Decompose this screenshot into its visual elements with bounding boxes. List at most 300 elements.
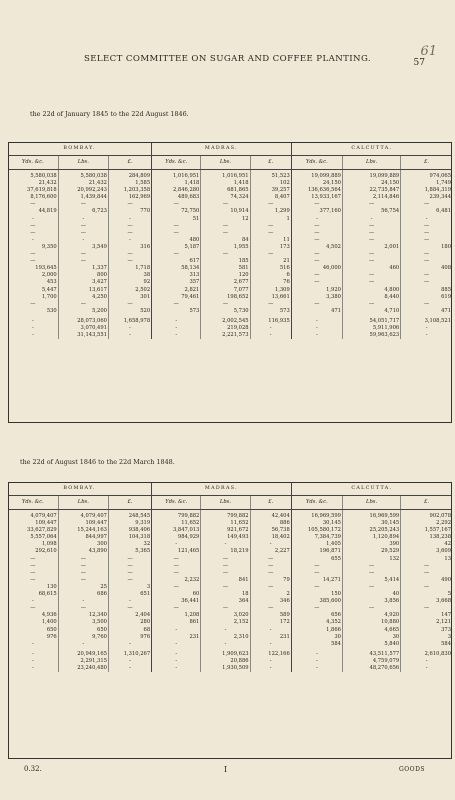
- table-cell: -: [401, 658, 452, 665]
- table-cell: 92: [108, 279, 151, 286]
- total-row: [8, 315, 452, 325]
- table-cell: 5,840: [342, 641, 400, 648]
- table-cell: 1,718: [108, 265, 151, 272]
- table-row: [8, 584, 452, 591]
- handwritten-folio-number: 61: [420, 44, 437, 59]
- table-cell: 6: [250, 272, 291, 279]
- table-cell: 1,909,623: [201, 648, 250, 658]
- table-cell: 20,886: [201, 658, 250, 665]
- table-cell: 84: [201, 237, 250, 244]
- table-cell: 180: [401, 244, 452, 251]
- table-cell: -: [31, 598, 34, 605]
- table-cell: 56,754: [342, 208, 400, 215]
- table-row: [8, 194, 452, 201]
- table-cell: 4,800: [342, 287, 400, 294]
- table-cell: —: [152, 605, 201, 612]
- table-row: [8, 598, 452, 605]
- table-cell: -: [152, 648, 201, 658]
- table-cell: 681,865: [201, 187, 250, 194]
- table-cell: 19,099,889: [291, 170, 342, 181]
- table-cell: 651: [108, 591, 151, 598]
- table-cell: 7,077: [201, 287, 250, 294]
- table-cell: -: [152, 325, 201, 332]
- table-cell: 5: [401, 591, 452, 598]
- table-cell: 9,350: [41, 243, 57, 250]
- table-cell: 1,203,358: [108, 187, 151, 194]
- table-cell: 1,749: [401, 180, 452, 187]
- table-row: [8, 612, 452, 619]
- table-cell: 12: [201, 216, 250, 223]
- table-cell: 4,502: [291, 244, 342, 251]
- table-cell: 656: [291, 612, 342, 619]
- table-cell: —: [342, 223, 400, 230]
- table-cell: -: [291, 216, 342, 223]
- table-cell: -: [58, 216, 108, 223]
- table-cell: 18,402: [250, 534, 291, 541]
- table-cell: —: [108, 563, 151, 570]
- table-cell: 520: [108, 308, 151, 315]
- table-row: [8, 627, 452, 634]
- table-cell: 25,205,243: [342, 527, 400, 534]
- presidency-header: BOMBAY.: [8, 142, 152, 156]
- table-cell: 30,145: [342, 520, 400, 527]
- table-row: [8, 541, 452, 548]
- table-cell: —: [30, 555, 36, 562]
- table-cell: 68,615: [38, 591, 57, 598]
- table-cell: 37,619,818: [27, 187, 57, 194]
- table-cell: —: [250, 251, 291, 258]
- table-cell: 5,365: [108, 548, 151, 555]
- table-cell: 902,078: [401, 510, 452, 521]
- table-cell: 13: [401, 556, 452, 563]
- total-row: [8, 648, 452, 658]
- table-cell: 5,187: [152, 244, 201, 251]
- table-cell: -: [58, 237, 108, 244]
- table-cell: 489,683: [152, 194, 201, 201]
- table-cell: 6,723: [58, 208, 108, 215]
- table-cell: 21,432: [58, 180, 108, 187]
- table-cell: 617: [152, 258, 201, 265]
- table-cell: -: [401, 325, 452, 332]
- page-header-title: SELECT COMMITTEE ON SUGAR AND COFFEE PLANTING.: [83, 54, 372, 64]
- table-cell: 3,070,491: [58, 325, 108, 332]
- table-cell: 292,610: [35, 548, 57, 555]
- table-cell: —: [291, 279, 342, 286]
- table-cell: 185: [201, 258, 250, 265]
- table-cell: —: [291, 563, 342, 570]
- table-cell: 974,065: [401, 170, 452, 181]
- table-cell: 105,580,172: [291, 527, 342, 534]
- table-cell: —: [201, 556, 250, 563]
- table-cell: 650: [58, 627, 108, 634]
- table-cell: -: [291, 665, 342, 672]
- table-row: [8, 556, 452, 563]
- table-cell: -: [152, 332, 201, 339]
- table-cell: —: [250, 570, 291, 577]
- table-cell: 28,073,060: [58, 315, 108, 325]
- table-cell: 301: [108, 294, 151, 301]
- table-cell: —: [58, 563, 108, 570]
- table-cell: —: [342, 272, 400, 279]
- table-cell: 23,240,480: [58, 665, 108, 672]
- table-cell: -: [152, 641, 201, 648]
- table-cell: 149,493: [201, 534, 250, 541]
- table-cell: 44,819: [38, 208, 57, 215]
- table-cell: 2,310: [201, 634, 250, 641]
- table-cell: —: [401, 570, 452, 577]
- table-cell: -: [250, 658, 291, 665]
- table-cell: 885: [401, 287, 452, 294]
- table-cell: —: [152, 251, 201, 258]
- table-cell: 5,200: [58, 308, 108, 315]
- table-cell: —: [58, 258, 108, 265]
- table-cell: 198,652: [201, 294, 250, 301]
- table-cell: 3,427: [58, 279, 108, 286]
- table-cell: -: [31, 215, 34, 222]
- table-cell: 3,549: [58, 244, 108, 251]
- table-cell: —: [201, 563, 250, 570]
- table-row: [8, 279, 452, 286]
- table-cell: 471: [401, 308, 452, 315]
- unit-header: Lbs.: [342, 156, 400, 170]
- table-cell: 1,418: [152, 180, 201, 187]
- table-cell: —: [152, 584, 201, 591]
- table-cell: —: [30, 222, 36, 229]
- table-cell: 46,000: [291, 265, 342, 272]
- table-cell: 116,935: [250, 315, 291, 325]
- table-cell: 109,447: [35, 520, 57, 527]
- table-cell: 655: [291, 556, 342, 563]
- table-cell: 650: [46, 626, 57, 633]
- table-cell: —: [342, 237, 400, 244]
- table-row: [8, 520, 452, 527]
- table-cell: 32: [108, 541, 151, 548]
- table-cell: 3,668: [401, 598, 452, 605]
- table-cell: 2,000: [41, 272, 57, 279]
- table-cell: —: [201, 201, 250, 208]
- table-cell: 385,600: [291, 598, 342, 605]
- table-row: [8, 548, 452, 555]
- table-row: [8, 244, 452, 251]
- table-row: [8, 223, 452, 230]
- table-cell: 6,481: [401, 208, 452, 215]
- table-cell: -: [31, 664, 34, 671]
- table-cell: —: [201, 605, 250, 612]
- page-number: 57: [413, 58, 425, 68]
- unit-header: Yds. &c.: [152, 156, 201, 170]
- table-cell: 453: [46, 279, 57, 286]
- table-cell: 938,406: [108, 527, 151, 534]
- unit-header: £.: [250, 156, 291, 170]
- table-cell: -: [152, 627, 201, 634]
- table-cell: —: [201, 301, 250, 308]
- table-cell: -: [201, 641, 250, 648]
- table-cell: -: [291, 332, 342, 339]
- table-row: [8, 619, 452, 626]
- table-row: [8, 641, 452, 648]
- table-cell: —: [30, 576, 36, 583]
- table-cell: —: [250, 563, 291, 570]
- table-cell: —: [58, 605, 108, 612]
- table-row: [8, 208, 452, 215]
- table-row: [8, 634, 452, 641]
- table-cell: —: [342, 301, 400, 308]
- table-cell: -: [250, 641, 291, 648]
- table-cell: 2,121: [401, 619, 452, 626]
- table-cell: 7,384,739: [291, 534, 342, 541]
- table-cell: 196,871: [291, 548, 342, 555]
- table-cell: —: [108, 301, 151, 308]
- table-cell: 1,299: [250, 208, 291, 215]
- table-row: [8, 294, 452, 301]
- table-cell: -: [250, 541, 291, 548]
- table-cell: 4,710: [342, 308, 400, 315]
- table-cell: 408: [401, 265, 452, 272]
- table-cell: 3: [108, 584, 151, 591]
- table-row: [8, 527, 452, 534]
- table-cell: 59,963,623: [342, 332, 400, 339]
- table-cell: 976: [108, 634, 151, 641]
- table-cell: 58,134: [152, 265, 201, 272]
- unit-header: Lbs.: [201, 156, 250, 170]
- table-cell: 2,232: [152, 577, 201, 584]
- table-cell: —: [201, 570, 250, 577]
- table-row: [8, 577, 452, 584]
- table-cell: —: [108, 556, 151, 563]
- section2-period-note: the 22d of August 1846 to the 22d March 1848.: [20, 458, 175, 466]
- table-row: [8, 251, 452, 258]
- table-cell: 172: [250, 619, 291, 626]
- table-cell: 5,911,906: [342, 325, 400, 332]
- table-cell: 54,051,717: [342, 315, 400, 325]
- table-cell: —: [342, 251, 400, 258]
- table-cell: 1: [250, 216, 291, 223]
- table-cell: 4,352: [291, 619, 342, 626]
- table-cell: -: [291, 315, 342, 325]
- table-cell: -: [108, 216, 151, 223]
- table-row: [8, 287, 452, 294]
- table-cell: —: [201, 230, 250, 237]
- table-cell: 573: [250, 308, 291, 315]
- presidency-header: CALCUTTA.: [291, 142, 452, 156]
- table-cell: —: [58, 301, 108, 308]
- table-row: [8, 170, 452, 181]
- table-cell: 147: [401, 612, 452, 619]
- table-cell: -: [108, 658, 151, 665]
- table-cell: -: [291, 658, 342, 665]
- table-cell: 316: [108, 244, 151, 251]
- table-cell: 8,176,600: [30, 194, 57, 201]
- table-cell: 162,969: [108, 194, 151, 201]
- table-cell: -: [108, 641, 151, 648]
- table-cell: —: [58, 223, 108, 230]
- table-cell: 800: [58, 272, 108, 279]
- table-cell: —: [291, 272, 342, 279]
- table-cell: —: [291, 251, 342, 258]
- table-cell: —: [342, 201, 400, 208]
- table-cell: 584: [291, 641, 342, 648]
- section2-table: [8, 482, 452, 672]
- total-row: [8, 325, 452, 332]
- table-cell: 21: [250, 258, 291, 265]
- unit-header: Lbs.: [342, 496, 400, 510]
- table-cell: 40: [342, 591, 400, 598]
- table-cell: —: [58, 577, 108, 584]
- table-cell: 231: [152, 634, 201, 641]
- table-cell: 2,821: [152, 287, 201, 294]
- table-cell: 130: [46, 583, 57, 590]
- table-cell: 844,997: [58, 534, 108, 541]
- table-cell: —: [291, 223, 342, 230]
- table-cell: —: [250, 230, 291, 237]
- table-cell: 20,949,165: [58, 648, 108, 658]
- table-cell: 4,936: [41, 612, 57, 619]
- table-row: [8, 563, 452, 570]
- table-cell: 79: [250, 577, 291, 584]
- table-cell: 1,700: [41, 293, 57, 300]
- table-cell: 1,658,978: [108, 315, 151, 325]
- table-cell: 357: [152, 279, 201, 286]
- table-cell: —: [250, 201, 291, 208]
- table-cell: 516: [250, 265, 291, 272]
- table-cell: —: [108, 577, 151, 584]
- table-cell: -: [201, 627, 250, 634]
- table-cell: 104,318: [108, 534, 151, 541]
- table-cell: —: [152, 230, 201, 237]
- table-cell: —: [152, 570, 201, 577]
- unit-header: £.: [401, 156, 452, 170]
- table-cell: —: [291, 237, 342, 244]
- table-cell: 2,846,280: [152, 187, 201, 194]
- table-cell: 8,440: [342, 294, 400, 301]
- table-cell: 300: [58, 541, 108, 548]
- table-cell: -: [31, 640, 34, 647]
- table-cell: 13,617: [58, 287, 108, 294]
- unit-header: Lbs.: [58, 496, 108, 510]
- table-cell: 31,143,551: [58, 332, 108, 339]
- section1-table: [8, 142, 452, 339]
- table-cell: 4,079,407: [30, 513, 57, 519]
- table-cell: 2,114,846: [342, 194, 400, 201]
- table-cell: 1,400: [41, 619, 57, 626]
- group-header-row: [8, 142, 452, 156]
- table-cell: —: [401, 258, 452, 265]
- table-cell: —: [401, 605, 452, 612]
- table-cell: 43,511,577: [342, 648, 400, 658]
- table-cell: —: [58, 230, 108, 237]
- table-cell: 1,337: [58, 265, 108, 272]
- table-cell: -: [401, 332, 452, 339]
- table-cell: 1,557,167: [401, 527, 452, 534]
- table-cell: -: [108, 665, 151, 672]
- table-cell: 799,882: [201, 510, 250, 521]
- table-cell: -: [31, 317, 34, 324]
- table-cell: 1,309: [250, 287, 291, 294]
- table-cell: -: [31, 324, 34, 331]
- table-cell: 9,319: [108, 520, 151, 527]
- table-cell: 976: [46, 633, 57, 640]
- table-cell: 589: [250, 612, 291, 619]
- table-cell: 686: [58, 591, 108, 598]
- table-cell: 3,500: [58, 619, 108, 626]
- table-row: [8, 605, 452, 612]
- table-cell: —: [108, 570, 151, 577]
- table-cell: —: [30, 569, 36, 576]
- table-cell: 122,166: [250, 648, 291, 658]
- table-cell: -: [31, 657, 34, 664]
- table-cell: 2,001: [342, 244, 400, 251]
- table-row: [8, 216, 452, 223]
- group-header-row: [8, 482, 452, 496]
- table-row: [8, 258, 452, 265]
- table-cell: 48,270,656: [342, 665, 400, 672]
- table-cell: -: [58, 641, 108, 648]
- presidency-header: MADRAS.: [152, 482, 292, 496]
- table-cell: 36,441: [152, 598, 201, 605]
- total-row: [8, 665, 452, 672]
- table-cell: 4,250: [58, 294, 108, 301]
- table-cell: —: [401, 301, 452, 308]
- table-cell: 2,404: [108, 612, 151, 619]
- table-cell: -: [250, 325, 291, 332]
- unit-header: Yds. &c.: [291, 496, 342, 510]
- table-cell: 471: [291, 308, 342, 315]
- table-cell: 136,636,564: [291, 187, 342, 194]
- table-cell: 280: [108, 619, 151, 626]
- table-cell: 1,439,844: [58, 194, 108, 201]
- table-cell: 8,407: [250, 194, 291, 201]
- table-cell: 5,447: [41, 286, 57, 293]
- table-cell: 1,016,951: [201, 170, 250, 181]
- table-cell: —: [152, 301, 201, 308]
- table-row: [8, 265, 452, 272]
- table-cell: —: [342, 570, 400, 577]
- table-cell: -: [108, 237, 151, 244]
- table-cell: 25: [58, 584, 108, 591]
- table-cell: 1,208: [152, 612, 201, 619]
- table-row: [8, 570, 452, 577]
- table-cell: 16,969,599: [291, 510, 342, 521]
- table-cell: 150: [291, 591, 342, 598]
- table-cell: 5,580,038: [30, 173, 57, 179]
- table-cell: 11: [250, 237, 291, 244]
- table-cell: 346: [250, 598, 291, 605]
- table-cell: 480: [152, 237, 201, 244]
- table-cell: 11,652: [201, 520, 250, 527]
- table-cell: —: [30, 605, 36, 612]
- table-cell: 15,244,163: [58, 527, 108, 534]
- table-cell: 30: [291, 634, 342, 641]
- table-row: [8, 510, 452, 521]
- table-cell: 51: [152, 216, 201, 223]
- table-cell: —: [30, 300, 36, 307]
- table-cell: 490: [401, 577, 452, 584]
- table-cell: —: [201, 251, 250, 258]
- table-cell: 13,933,167: [291, 194, 342, 201]
- table-cell: -: [108, 325, 151, 332]
- table-cell: 4,665: [342, 627, 400, 634]
- table-row: [8, 591, 452, 598]
- table-cell: 18,219: [201, 548, 250, 555]
- table-cell: —: [30, 251, 36, 258]
- table-row: [8, 230, 452, 237]
- table-cell: 4,920: [342, 612, 400, 619]
- table-cell: -: [201, 541, 250, 548]
- table-cell: —: [401, 251, 452, 258]
- table-cell: 2,002,545: [201, 315, 250, 325]
- table-cell: 14,271: [291, 577, 342, 584]
- table-cell: 3,609: [401, 548, 452, 555]
